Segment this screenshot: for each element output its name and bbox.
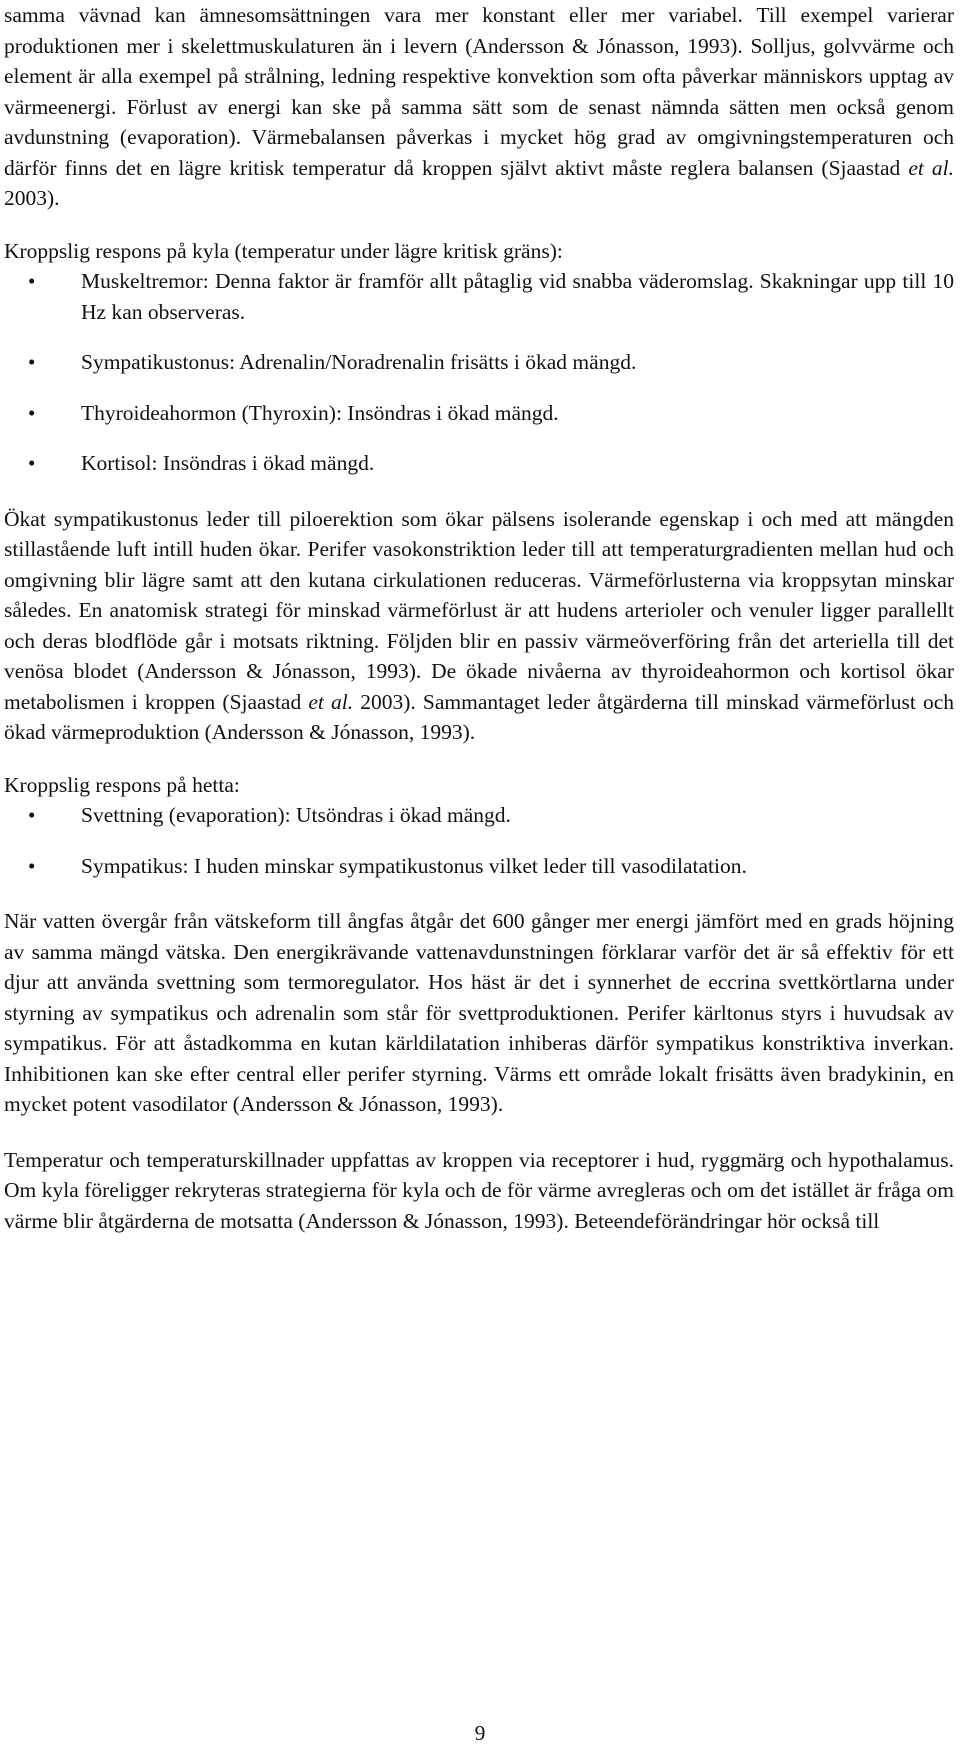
list-item: • Svettning (evaporation): Utsöndras i ökad mängd. — [4, 800, 954, 831]
italic-et-al: et al. — [908, 155, 954, 180]
paragraph-temperature-receptors: Temperatur och temperaturskillnader uppfattas av kroppen via receptorer i hud, ryggmärg och hypothalamus. Om kyla föreligger rekryteras strategierna för kyla och de för värme avregleras och om det istället är fråga om värme blir åtgärderna de motsatta (Andersson & Jónasson, 1993). Beteendeförändringar hör också till — [4, 1147, 954, 1233]
italic-et-al: et al. — [308, 689, 354, 714]
paragraph-text: samma vävnad kan ämnesomsättningen vara mer konstant eller mer variabel. Till exempel varierar produktionen mer i skelettmuskulaturen än i levern (Andersson & Jónasson, 1993). Solljus, golvvärme och element är alla exempel på strålning, ledning respektive konvektion som ofta påverkar människors upptag av värmeenergi. Förlust av energi kan ske på samma sätt som de senast nämnda sätten men också genom avdunstning (evaporation). Värmebalansen påverkas i mycket hög grad av omgivningstemperaturen och därför finns det en lägre kritisk temperatur då kroppen självt aktivt måste reglera balansen (Sjaastad — [4, 3, 954, 180]
document-page — [4, 0, 954, 1236]
list-item: • Sympatikus: I huden minskar sympatikustonus vilket leder till vasodilatation. — [4, 851, 954, 882]
list-item: • Thyroideahormon (Thyroxin): Insöndras i ökad mängd. — [4, 398, 954, 429]
paragraph-text: 2003). Sammantaget leder åtgärderna till minskad värmeförlust och ökad värmeproduktion (Andersson & Jónasson, 1993). — [4, 689, 954, 744]
list-item: • Muskeltremor: Denna faktor är framför allt påtaglig vid snabba väderomslag. Skakningar upp till 10 Hz kan observeras. — [4, 266, 954, 327]
paragraph-text: 2003). — [4, 186, 60, 210]
list-item: • Kortisol: Insöndras i ökad mängd. — [4, 448, 954, 479]
page-number: 9 — [474, 1721, 486, 1745]
paragraph-text: Ökat sympatikustonus leder till piloerektion som ökar pälsens isolerande egenskap i och med att mängden stillastående luft intill huden ökar. Perifer vasokonstriktion leder till att temperaturgradienten mellan hud och omgivning blir lägre samt att den kutana cirkulationen reduceras. Värmeförlusterna via kroppsytan minskar således. En anatomisk strategi för minskad värmeförlust är att hudens arterioler och venuler ligger parallellt och deras blodflöde går i motsats riktning. Följden blir en passiv värmeöverföring från det arteriella till det venösa blodet (Andersson & Jónasson, 1993). De ökade nivåerna av thyroideahormon och kortisol ökar metabolismen i kroppen (Sjaastad — [4, 506, 954, 714]
cold-response-heading: Kroppslig respons på kyla (temperatur under lägre kritisk gräns): — [4, 238, 563, 263]
list-item: • Sympatikustonus: Adrenalin/Noradrenalin frisätts i ökad mängd. — [4, 347, 954, 378]
heat-response-list — [4, 800, 954, 881]
cold-response-list — [4, 266, 954, 479]
paragraph-sympathetic-tone — [4, 504, 954, 748]
heat-response-heading: Kroppslig respons på hetta: — [4, 772, 240, 797]
paragraph-metabolism — [4, 0, 954, 214]
paragraph-evaporation: När vatten övergår från vätskeform till ångfas åtgår det 600 gånger mer energi jämfört med en grads höjning av samma mängd vätska. Den energikrävande vattenavdunstningen förklarar varför det är så effektiv för ett djur att använda svettning som termoregulator. Hos häst är det i synnerhet de eccrina svettkörtlarna under styrning av sympatikus och adrenalin som står för svettproduktionen. Perifer kärltonus styrs i huvudsak av sympatikus. För att åstadkomma en kutan kärldilatation inhiberas därför sympatikus konstriktiva inverkan. Inhibitionen kan ske efter central eller perifer styrning. Värms ett område lokalt frisätts även bradykinin, en mycket potent vasodilator (Andersson & Jónasson, 1993). — [4, 909, 954, 1116]
